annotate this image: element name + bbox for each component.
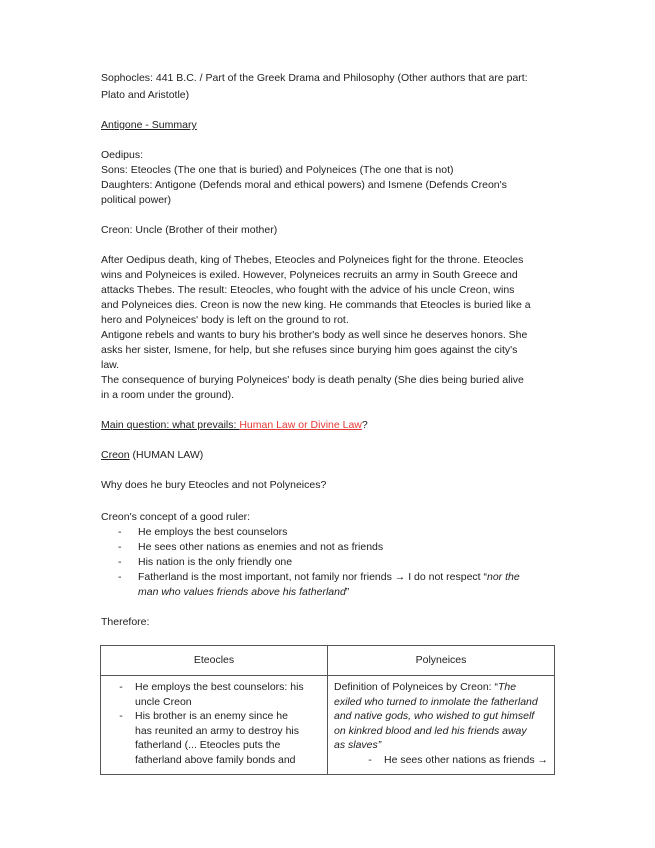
polyneices-definition	[334, 680, 548, 695]
quote-line: The	[498, 681, 517, 693]
bullet-quote: nor the	[487, 571, 520, 583]
bullet-marker: -	[118, 571, 122, 583]
story-line: law.	[101, 359, 120, 371]
quote-line: on kinkred blood and led his friends away	[334, 724, 527, 737]
item-line: fatherland above family bonds and	[135, 753, 296, 766]
bullet-marker: -	[118, 556, 122, 568]
family-line: Daughters: Antigone (Defends moral and ethical powers) and Ismene (Defends Creon's	[101, 179, 507, 191]
family-line: Oedipus:	[101, 149, 144, 161]
bullet-text: Fatherland is the most important, not family nor friends → I do not respect “	[138, 571, 487, 583]
bullet-marker: -	[118, 541, 122, 553]
bullet-quote: man who values friends above his fatherland	[138, 586, 346, 598]
bullet-marker: -	[119, 681, 123, 693]
main-question-prefix: Main question: what prevails:	[101, 419, 240, 431]
eteocles-item	[107, 680, 321, 709]
comparison-table	[100, 645, 555, 775]
intro-line: Plato and Aristotle)	[101, 89, 190, 101]
header-eteocles: Eteocles	[101, 646, 328, 676]
story-line: asks her sister, Ismene, for help, but she refuses since burying him goes against the city's	[101, 344, 518, 356]
quote-line: and native gods, who wished to gut himself	[334, 710, 535, 722]
creon-heading-rest: (HUMAN LAW)	[129, 449, 204, 461]
eteocles-item	[107, 709, 321, 767]
concept-bullet: He employs the best counselors	[138, 526, 288, 538]
creon-heading	[101, 448, 203, 462]
story-line: The consequence of burying Polyneices' body is death penalty (She dies being buried alive	[101, 374, 524, 386]
story-line: hero and Polyneices' body is left on the ground to rot.	[101, 314, 349, 326]
bullet-marker: -	[368, 753, 372, 766]
item-line: His brother is an enemy since he	[135, 710, 288, 722]
intro-line: Sophocles: 441 B.C. / Part of the Greek Drama and Philosophy (Other authors that are part:	[101, 72, 528, 84]
item-line: He sees other nations as friends →	[384, 753, 549, 766]
concept-bullet-fatherland-cont	[138, 585, 349, 599]
story-line: Antigone rebels and wants to bury his brother's body as well since he deserves honors. She	[101, 329, 528, 341]
story-line: and Polyneices dies. Creon is now the new king. He commands that Eteocles is buried like a	[101, 299, 531, 311]
definition-intro: Definition of Polyneices by Creon: “	[334, 681, 498, 693]
quote-line: as slaves”	[334, 739, 382, 751]
summary-heading: Antigone - Summary	[101, 119, 197, 131]
creon-line: Creon: Uncle (Brother of their mother)	[101, 224, 278, 236]
main-question-suffix: ?	[361, 419, 368, 431]
family-line: Sons: Eteocles (The one that is buried) and Polyneices (The one that is not)	[101, 164, 454, 176]
quote-line: exiled who turned to inmolate the fatherland	[334, 695, 538, 708]
header-polyneices: Polyneices	[328, 646, 555, 676]
story-line: in a room under the ground).	[101, 389, 235, 401]
bullet-quote-end: ”	[345, 586, 350, 598]
polyneices-item	[334, 753, 548, 768]
concept-bullet-fatherland	[138, 570, 520, 584]
story-line: After Oedipus death, king of Thebes, Eteocles and Polyneices fight for the throne. Eteocles	[101, 254, 524, 266]
therefore-label: Therefore:	[101, 616, 150, 628]
eteocles-cell	[101, 676, 328, 775]
family-line: political power)	[101, 194, 172, 206]
polyneices-cell	[328, 676, 555, 775]
main-question-highlight: Human Law or Divine Law	[239, 419, 362, 431]
bullet-marker: -	[118, 526, 122, 538]
item-line: fatherland (... Eteocles puts the	[135, 739, 281, 751]
concept-bullet: He sees other nations as enemies and not as friends	[138, 541, 384, 553]
story-line: attacks Thebes. The result: Eteocles, who fought with the advice of his uncle Creon, wins	[101, 284, 515, 296]
concept-heading: Creon's concept of a good ruler:	[101, 511, 251, 523]
why-question: Why does he bury Eteocles and not Polyneices?	[101, 479, 327, 491]
main-question	[101, 418, 368, 432]
item-line: uncle Creon	[135, 695, 192, 708]
bullet-marker: -	[119, 710, 123, 722]
item-line: He employs the best counselors: his	[135, 681, 304, 693]
story-line: wins and Polyneices is exiled. However, Polyneices recruits an army in South Greece and	[101, 269, 518, 281]
concept-bullet: His nation is the only friendly one	[138, 556, 293, 568]
item-line: has reunited an army to destroy his	[135, 724, 300, 737]
creon-heading-name: Creon	[101, 449, 130, 461]
